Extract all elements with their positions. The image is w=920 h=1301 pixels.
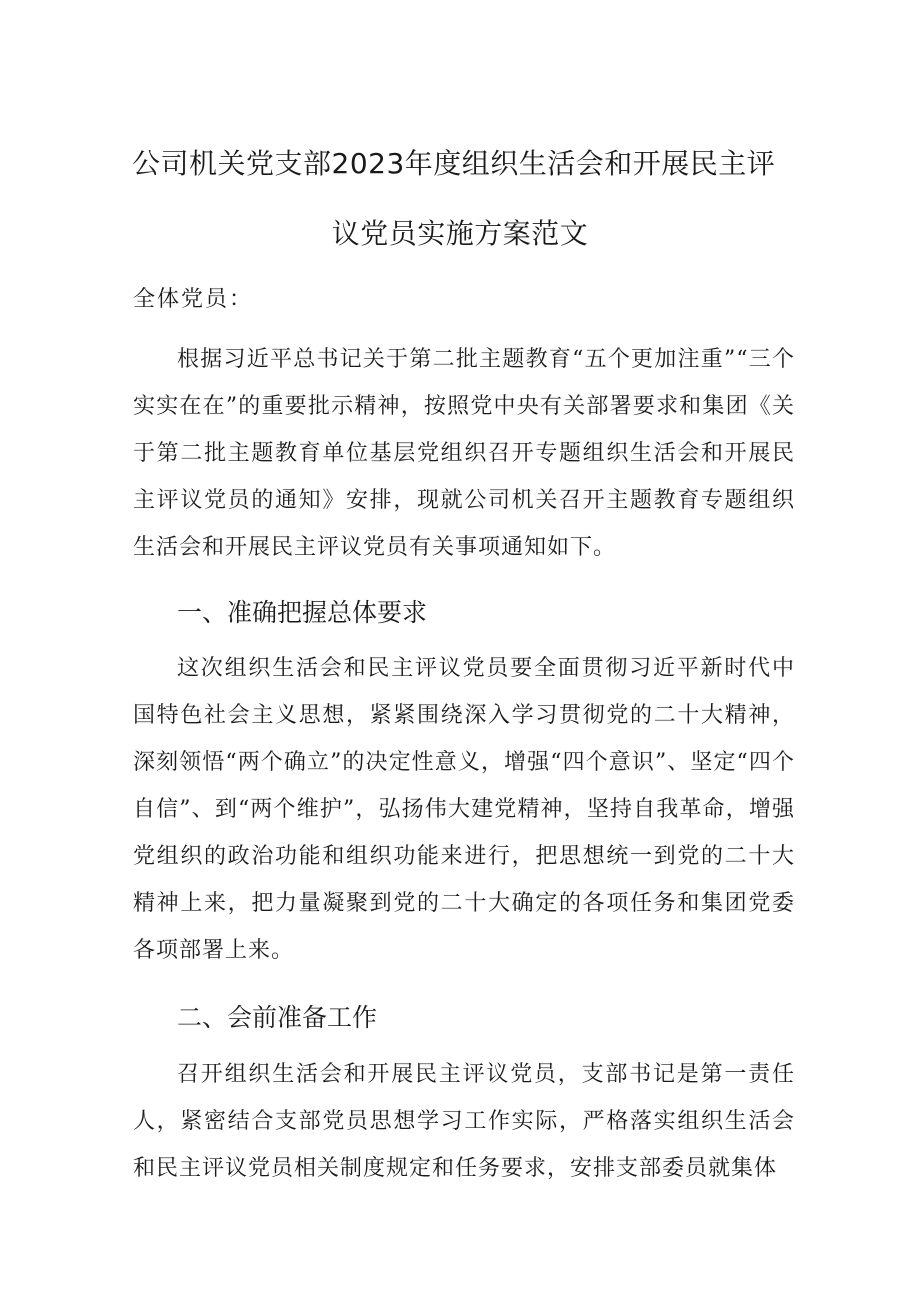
paragraph-preparation: 召开组织生活会和开展民主评议党员，支部书记是第一责任人，紧密结合支部党员思想学习工作实际，严格落实组织生活会和民主评议党员相关制度规定和任务要求，安排支部委员就集体: [133, 1062, 795, 1181]
section-heading-1: 一、准确把握总体要求: [177, 598, 428, 627]
section-heading-2: 二、会前准备工作: [177, 1003, 378, 1032]
document-title-line1: 公司机关党支部2023年度组织生活会和开展民主评: [132, 147, 776, 180]
document-title-line2: 议党员实施方案范文: [331, 217, 589, 250]
paragraph-requirements: 这次组织生活会和民主评议党员要全面贯彻习近平新时代中国特色社会主义思想，紧紧围绕深入学习贯彻党的二十大精神，深刻领悟“两个确立”的决定性意义，增强“四个意识”、坚定“四个自信”、到“两个维护”，弘扬伟大建党精神，坚持自我革命，增强党组织的政治功能和组织功能来进行，把思想统一到党的二十大精神上来，把力量凝聚到党的二十大确定的各项任务和集团党委各项部署上来。: [133, 656, 795, 963]
paragraph-intro: 根据习近平总书记关于第二批主题教育“五个更加注重”“三个实实在在”的重要批示精神，按照党中央有关部署要求和集团《关于第二批主题教育单位基层党组织召开专题组织生活会和开展民主评议党员的通知》安排，现就公司机关召开主题教育专题组织生活会和开展民主评议党员有关事项通知如下。: [133, 347, 795, 560]
salutation: 全体党员：: [133, 287, 254, 312]
